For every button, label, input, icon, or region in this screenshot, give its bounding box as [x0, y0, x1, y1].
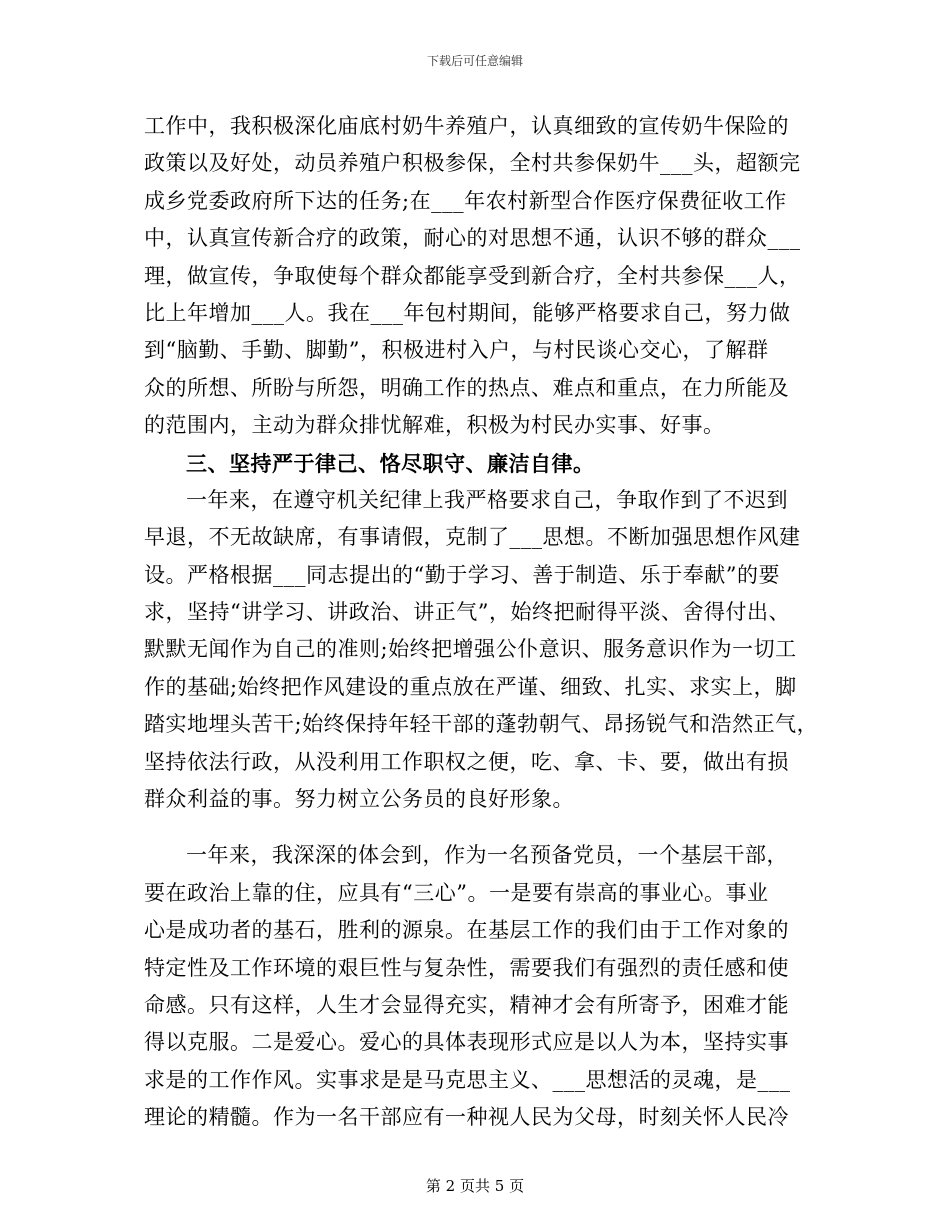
text-line: 比上年增加___人。我在___年包村期间，能够严格要求自己，努力做	[144, 300, 791, 325]
text-line: 作的基础;始终把作风建设的重点放在严谨、细致、扎实、求实上，脚	[144, 674, 797, 699]
text-line: 工作中，我积极深化庙底村奶牛养殖户，认真细致的宣传奶牛保险的	[144, 114, 789, 138]
text-line: 众的所想、所盼与所怨，明确工作的热点、难点和重点，在力所能及	[144, 375, 789, 400]
text-line: 要在政治上靠的住，应具有“三心”。一是要有崇高的事业心。事业	[144, 880, 769, 905]
text-line: 一年来，我深深的体会到，作为一名预备党员，一个基层干部，	[186, 843, 788, 868]
text-line: 命感。只有这样，人生才会显得充实，精神才会有所寄予，困难才能	[144, 992, 789, 1017]
text-line: 中，认真宣传新合疗的政策，耐心的对思想不通，认识不够的群众___	[144, 226, 801, 251]
text-line: 踏实地埋头苦干;始终保持年轻干部的蓬勃朝气、昂扬锐气和浩然正气，	[144, 712, 819, 737]
text-line: 求，坚持“讲学习、讲政治、讲正气”，始终把耐得平淡、舍得付出、	[144, 600, 790, 625]
page-footer: 第 2 页共 5 页	[425, 1177, 525, 1195]
text-line: 理，做宣传，争取使每个群众都能享受到新合疗，全村共参保___人，	[144, 263, 801, 288]
section-heading: 三、坚持严于律己、恪尽职守、廉洁自律。	[186, 450, 595, 476]
document-body	[144, 108, 824, 1137]
page-header: 下载后可任意编辑	[426, 54, 523, 68]
text-line: 理论的精髓。作为一名干部应有一种视人民为父母，时刻关怀人民冷	[144, 1105, 789, 1130]
text-line: 设。严格根据___同志提出的“勤于学习、善于制造、乐于奉献”的要	[144, 562, 780, 587]
text-line: 坚持依法行政，从没利用工作职权之便，吃、拿、卡、要，做出有损	[144, 749, 789, 774]
text-line: 到“脑勤、手勤、脚勤”，积极进村入户，与村民谈心交心，了解群	[144, 338, 769, 363]
text-line: 成乡党委政府所下达的任务;在___年农村新型合作医疗保费征收工作	[144, 188, 787, 213]
text-line: 特定性及工作环境的艰巨性与复杂性，需要我们有强烈的责任感和使	[144, 955, 789, 980]
text-line: 的范围内，主动为群众排忧解难，积极为村民办实事、好事。	[144, 413, 725, 438]
text-line: 一年来，在遵守机关纪律上我严格要求自己，争取作到了不迟到	[186, 487, 788, 512]
text-line: 政策以及好处，动员养殖户积极参保，全村共参保奶牛___头，超额完	[144, 151, 801, 176]
text-line: 心是成功者的基石，胜利的源泉。在基层工作的我们由于工作对象的	[144, 918, 789, 943]
text-line: 群众利益的事。努力树立公务员的良好形象。	[144, 787, 574, 812]
text-line: 早退，不无故缺席，有事请假，克制了___思想。不断加强思想作风建	[144, 525, 801, 550]
text-line: 默默无闻作为自己的准则;始终把增强公仆意识、服务意识作为一切工	[144, 637, 797, 662]
text-line: 求是的工作作风。实事求是是马克思主义、___思想活的灵魂，是___	[144, 1067, 791, 1092]
text-line: 得以克服。二是爱心。爱心的具体表现形式应是以人为本，坚持实事	[144, 1030, 789, 1055]
